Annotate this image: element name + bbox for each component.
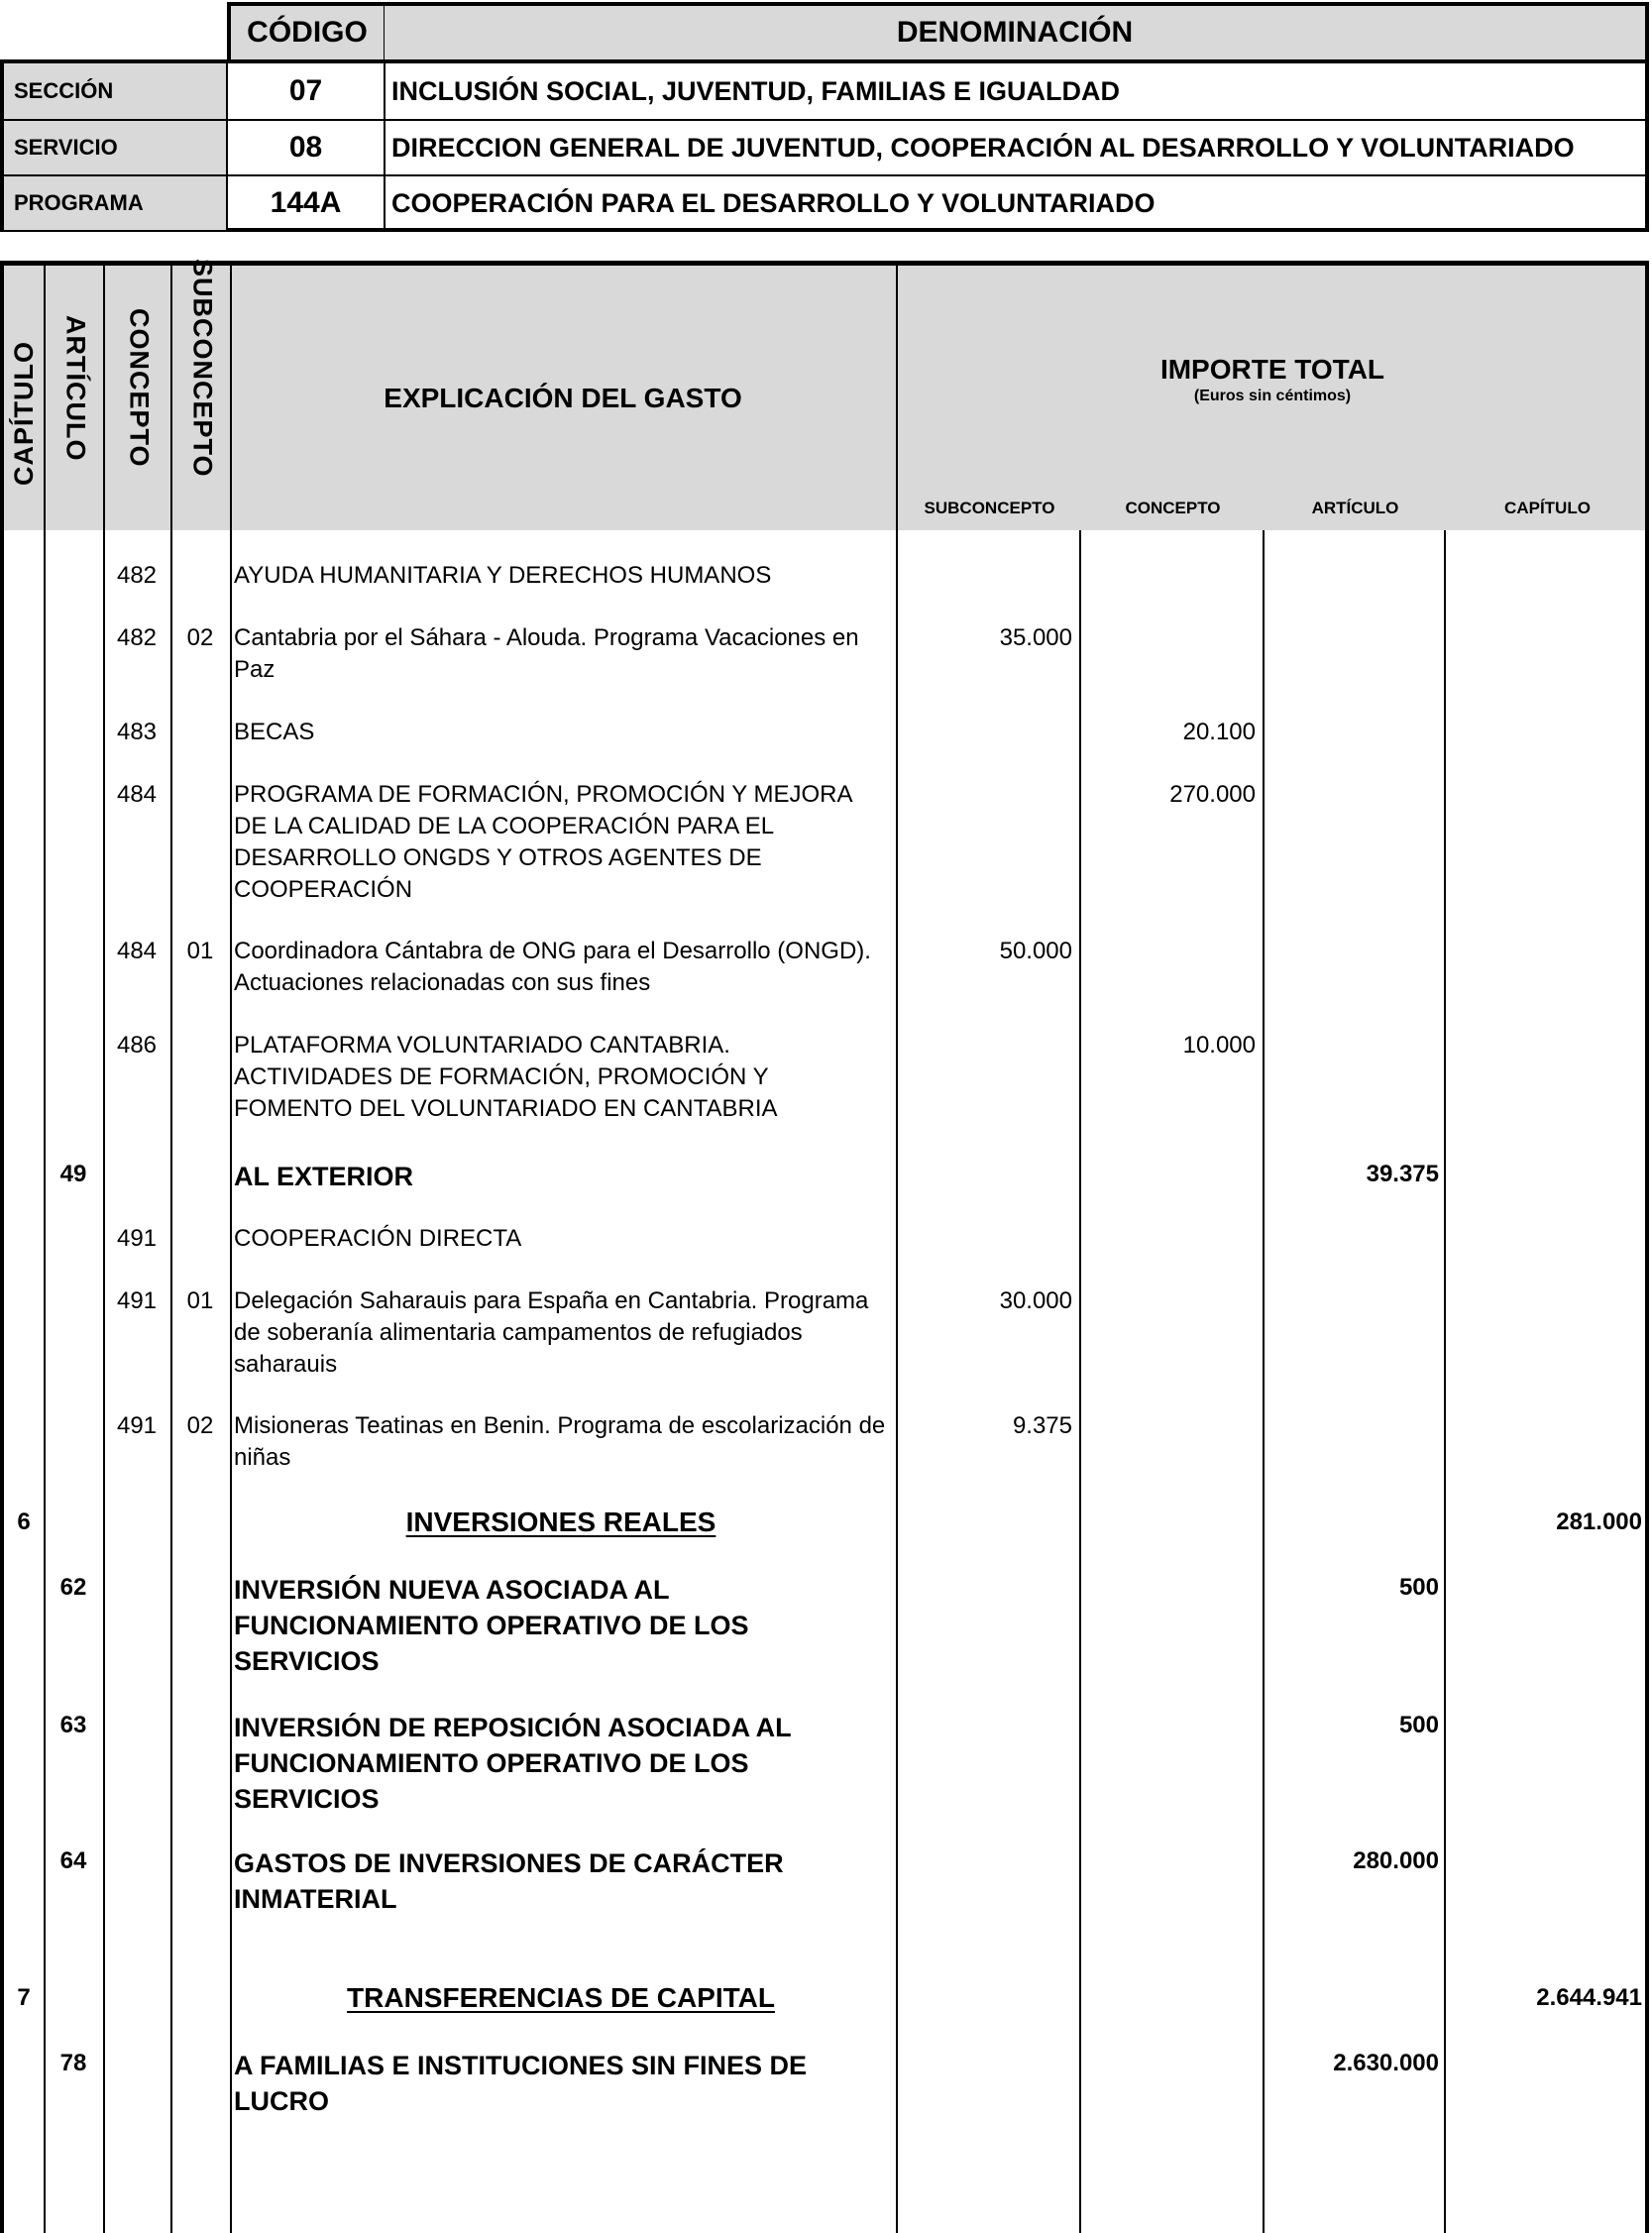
subconcepto-code: 01: [186, 1287, 214, 1314]
expense-description: INVERSIÓN NUEVA ASOCIADA AL FUNCIONAMIENTO OPERATIVO DE LOS SERVICIOS: [234, 1575, 749, 1676]
concepto-code: 491: [116, 1412, 158, 1439]
column-divider: [898, 530, 1081, 2233]
header-articulo: [46, 266, 105, 530]
amount-subconcepto: 35.000: [999, 624, 1072, 651]
amount-capitulo: 2.644.941: [1536, 1984, 1642, 2011]
header-importe-total: [896, 266, 1649, 464]
concepto-code: 482: [116, 562, 158, 589]
amount-capitulo: 281.000: [1556, 1508, 1642, 1535]
row-servicio: [4, 119, 1645, 174]
subconcepto-code: 02: [186, 624, 214, 651]
expense-description: AL EXTERIOR: [234, 1162, 414, 1191]
articulo-code: 62: [59, 1574, 87, 1601]
concepto-code: 482: [116, 624, 158, 651]
header-explicacion: EXPLICACIÓN DEL GASTO: [384, 382, 742, 413]
expense-description: Cantabria por el Sáhara - Alouda. Programa Vacaciones en Paz: [234, 624, 859, 683]
expense-description: COOPERACIÓN DIRECTA: [234, 1225, 522, 1252]
amount-subconcepto: 30.000: [999, 1287, 1072, 1314]
articulo-code: 64: [59, 1847, 87, 1874]
articulo-code: 78: [59, 2050, 87, 2076]
expense-description: INVERSIÓN DE REPOSICIÓN ASOCIADA AL FUNCIONAMIENTO OPERATIVO DE LOS SERVICIOS: [234, 1713, 792, 1814]
amount-subconcepto: 50.000: [999, 938, 1072, 964]
chapter-title: TRANSFERENCIAS DE CAPITAL: [347, 1982, 775, 2013]
row-code: 07: [228, 63, 385, 119]
importe-subtitle: (Euros sin céntimos): [1193, 388, 1352, 404]
articulo-code: 49: [59, 1161, 87, 1187]
row-seccion: [4, 63, 1645, 119]
code-column-header: CÓDIGO: [227, 2, 385, 59]
expense-description: BECAS: [234, 719, 315, 745]
row-code: 144A: [228, 176, 385, 230]
expense-description: GASTOS DE INVERSIONES DE CARÁCTER INMATERIAL: [234, 1848, 784, 1914]
row-label: PROGRAMA: [4, 176, 228, 230]
header-concepto-label: CONCEPTO: [124, 308, 155, 468]
subconcepto-code: 02: [186, 1412, 214, 1439]
capitulo-code: 7: [17, 1984, 31, 2011]
column-divider: [172, 530, 232, 2233]
expense-description: PROGRAMA DE FORMACIÓN, PROMOCIÓN Y MEJORA DE LA CALIDAD DE LA COOPERACIÓN PARA EL DESARROLLO ONGDS Y OTROS AGENTES DE COOPERACIÓN: [234, 781, 852, 903]
budget-table: [0, 261, 1649, 2233]
header-amount-concepto: CONCEPTO: [1125, 499, 1221, 517]
row-denomination: INCLUSIÓN SOCIAL, JUVENTUD, FAMILIAS E IGUALDAD: [391, 75, 1121, 106]
amount-articulo: 500: [1398, 1574, 1439, 1601]
column-divider: [46, 266, 105, 2233]
concepto-code: 491: [116, 1287, 158, 1314]
header-amount-subconcepto: SUBCONCEPTO: [924, 499, 1055, 517]
concepto-code: 486: [116, 1032, 158, 1059]
concepto-code: 491: [116, 1225, 158, 1252]
amount-articulo: 280.000: [1353, 1847, 1439, 1874]
identification-rows: [0, 59, 1649, 232]
amount-concepto: 20.100: [1182, 719, 1256, 745]
expense-description: PLATAFORMA VOLUNTARIADO CANTABRIA. ACTIVIDADES DE FORMACIÓN, PROMOCIÓN Y FOMENTO DEL VOLUNTARIADO EN CANTABRIA: [234, 1032, 778, 1122]
concepto-code: 483: [116, 719, 158, 745]
column-divider: [1265, 530, 1446, 2233]
capitulo-code: 6: [17, 1508, 31, 1535]
amount-articulo: 2.630.000: [1333, 2050, 1439, 2076]
expense-description: Coordinadora Cántabra de ONG para el Desarrollo (ONGD). Actuaciones relacionadas con sus fines: [234, 938, 871, 996]
chapter-title: INVERSIONES REALES: [405, 1507, 716, 1537]
column-divider: [4, 266, 46, 2233]
header-capitulo-label: CAPÍTULO: [8, 340, 39, 486]
row-label: SECCIÓN: [4, 63, 228, 119]
articulo-code: 63: [59, 1712, 87, 1738]
row-label: SERVICIO: [4, 121, 228, 174]
amount-articulo: 39.375: [1366, 1161, 1439, 1187]
row-denomination: DIRECCION GENERAL DE JUVENTUD, COOPERACIÓN AL DESARROLLO Y VOLUNTARIADO: [391, 132, 1575, 163]
header-subconcepto: [172, 259, 232, 530]
amount-concepto: 10.000: [1182, 1032, 1256, 1059]
amount-articulo: 500: [1398, 1712, 1439, 1738]
header-concepto: [105, 266, 172, 530]
concepto-code: 484: [116, 781, 158, 808]
row-programa: [4, 174, 1645, 230]
header-capitulo: [4, 266, 44, 530]
amount-concepto: 270.000: [1169, 781, 1256, 808]
row-denomination: COOPERACIÓN PARA EL DESARROLLO Y VOLUNTARIADO: [391, 187, 1156, 218]
denomination-column-header: DENOMINACIÓN: [385, 2, 1649, 59]
expense-description: Delegación Saharauis para España en Cantabria. Programa de soberanía alimentaria campamentos de refugiados saharauis: [234, 1287, 869, 1378]
header-amount-capitulo: CAPÍTULO: [1504, 499, 1591, 517]
subconcepto-code: 01: [186, 938, 214, 964]
row-code: 08: [228, 121, 385, 174]
identification-table: [0, 0, 1652, 232]
amount-subconcepto: 9.375: [1012, 1412, 1072, 1439]
header-subconcepto-label: SUBCONCEPTO: [187, 259, 218, 478]
importe-title: IMPORTE TOTAL: [1159, 354, 1385, 385]
header-articulo-label: ARTÍCULO: [60, 314, 91, 462]
expense-description: AYUDA HUMANITARIA Y DERECHOS HUMANOS: [234, 562, 772, 589]
expense-description: A FAMILIAS E INSTITUCIONES SIN FINES DE LUCRO: [234, 2051, 808, 2116]
concepto-code: 484: [116, 938, 158, 964]
header-amount-articulo: ARTÍCULO: [1311, 499, 1399, 517]
expense-description: Misioneras Teatinas en Benin. Programa de escolarización de niñas: [234, 1412, 886, 1471]
